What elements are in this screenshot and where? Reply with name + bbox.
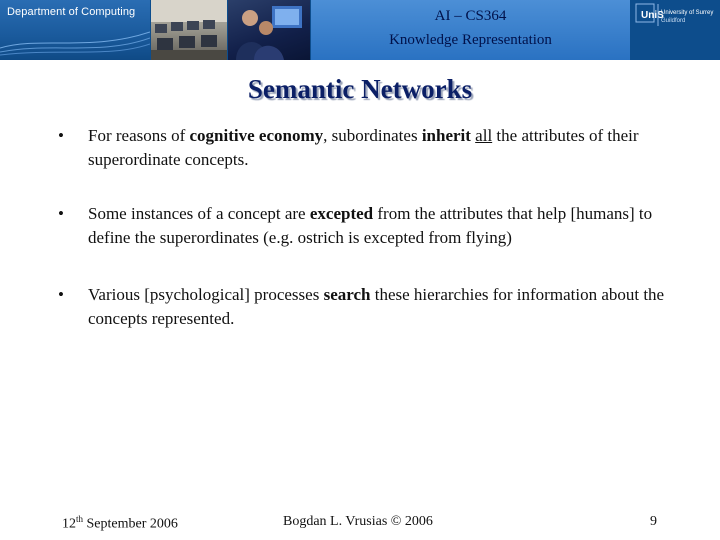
bullet-marker: • <box>58 126 64 145</box>
emphasis-text: excepted <box>309 204 374 223</box>
slide-title: Semantic Networks <box>247 74 473 104</box>
page-number: 9 <box>650 514 657 529</box>
university-logo <box>631 0 720 60</box>
department-banner <box>0 0 150 60</box>
emphasis-text: inherit <box>421 126 471 145</box>
text-run: For reasons of <box>88 126 190 145</box>
bullet-text <box>88 126 639 169</box>
bullet-marker: • <box>58 285 64 304</box>
footer-date <box>62 514 178 533</box>
computer-lab-photo <box>151 0 227 60</box>
banner-lines-graphic <box>0 26 150 56</box>
department-name: Department of Computing <box>7 6 136 18</box>
date-day: 12 <box>62 516 76 532</box>
bullet-list <box>58 124 678 331</box>
logo-university-name: University of Surrey <box>661 10 714 16</box>
underlined-text: all <box>475 126 493 145</box>
students-photo-image <box>228 0 310 60</box>
text-run: from the attributes that help [humans] to define the superordinates (e.g. ostrich is excepted from flying) <box>88 204 653 247</box>
date-month-year: September 2006 <box>83 516 178 532</box>
bullet-item <box>58 202 678 250</box>
bullet-text <box>88 204 652 247</box>
text-run: , subordinates <box>323 126 422 145</box>
bullet-item <box>58 283 678 331</box>
course-code: AI – CS364 <box>434 8 507 24</box>
footer-author: Bogdan L. Vrusias © 2006 <box>283 514 433 529</box>
bullet-text <box>88 285 664 328</box>
emphasis-text: cognitive economy <box>189 126 324 145</box>
logo-location: Guildford <box>661 18 686 24</box>
text-run: Some instances of a concept are <box>88 204 310 223</box>
text-run: the attributes of their superordinate concepts. <box>88 126 639 169</box>
header-band <box>0 0 720 60</box>
computer-lab-photo-image <box>151 0 227 60</box>
emphasis-text: search <box>323 285 371 304</box>
text-run: these hierarchies for information about the concepts represented. <box>88 285 665 328</box>
date-suffix: th <box>76 514 84 524</box>
course-title: Knowledge Representation <box>389 32 552 48</box>
logo-mark: UniS <box>641 10 664 21</box>
unis-logo-graphic <box>631 0 720 60</box>
text-run: Various [psychological] processes <box>88 285 324 304</box>
bullet-marker: • <box>58 204 64 223</box>
students-photo <box>228 0 310 60</box>
course-title-panel <box>311 0 630 60</box>
bullet-item <box>58 124 678 172</box>
